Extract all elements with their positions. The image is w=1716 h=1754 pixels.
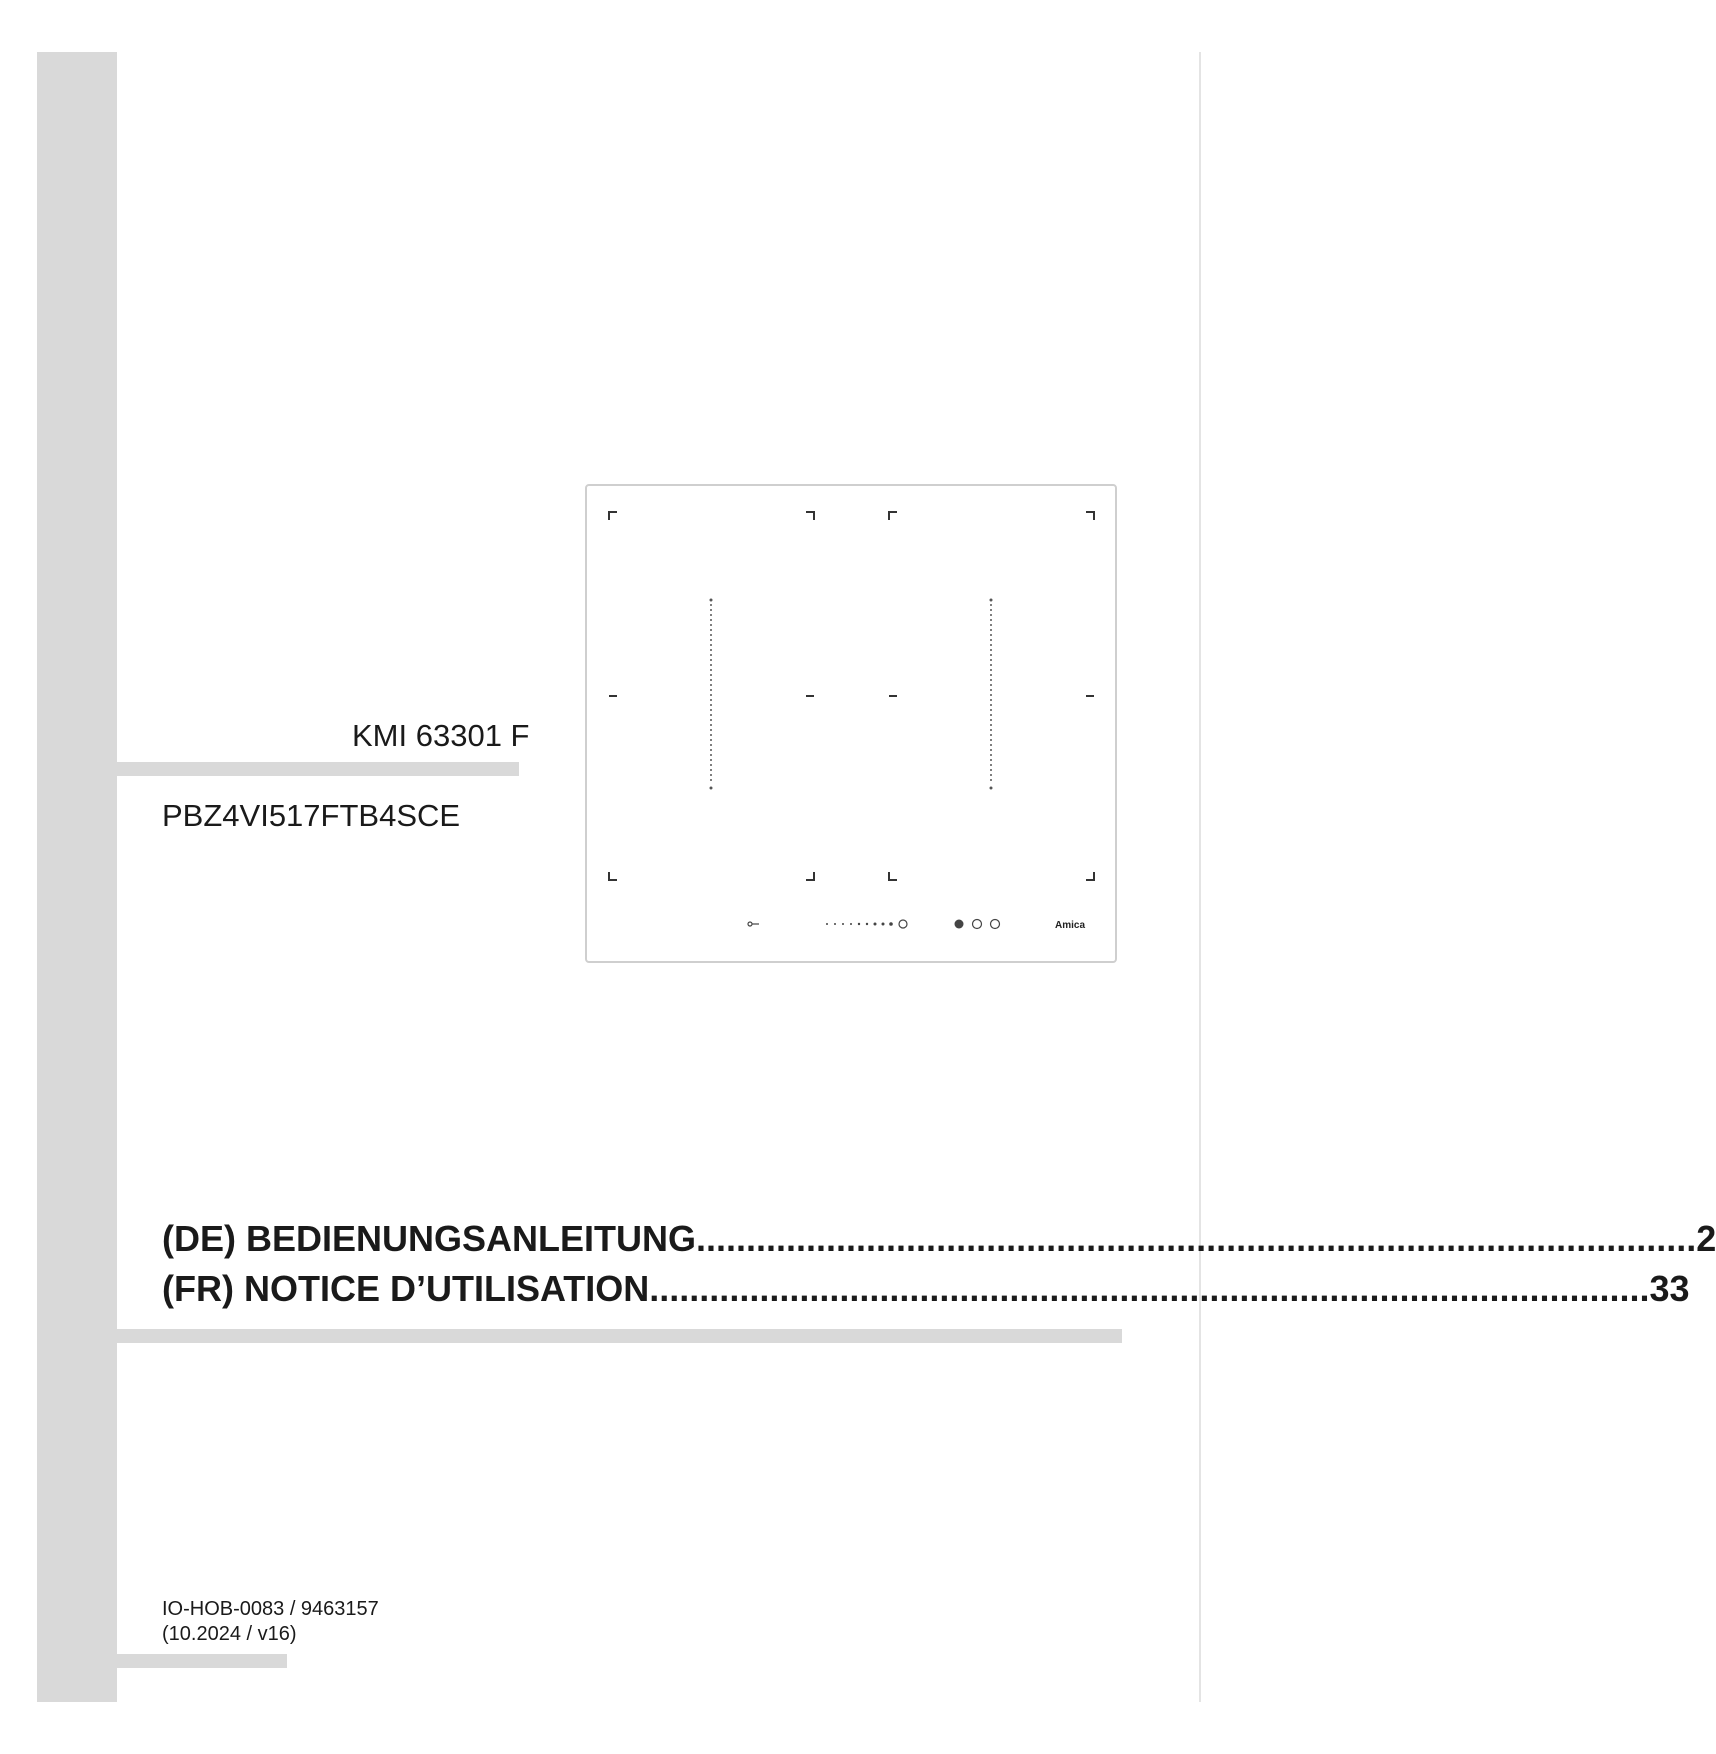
hob-drawing xyxy=(587,486,1115,961)
footer-divider-bar xyxy=(117,1654,287,1668)
corner-mark-icon xyxy=(1086,512,1094,520)
corner-mark-icon xyxy=(889,872,897,880)
corner-mark-icon xyxy=(889,512,897,520)
power-icon xyxy=(955,920,964,929)
toc-leader-dots: .................................................................................................... xyxy=(649,1268,1650,1309)
corner-mark-icon xyxy=(1086,872,1094,880)
corner-mark-icon xyxy=(609,872,617,880)
slider-dots-icon xyxy=(826,922,893,926)
toc-page-number: 2 xyxy=(1696,1218,1716,1259)
hob-brand-logo: Amica xyxy=(1055,920,1086,931)
right-edge-rule xyxy=(1199,52,1201,1702)
model-primary: KMI 63301 F xyxy=(352,718,530,753)
pause-icon xyxy=(973,920,982,929)
corner-mark-icon xyxy=(609,512,617,520)
timer-icon xyxy=(991,920,1000,929)
toc-page-number: 33 xyxy=(1649,1268,1690,1309)
model-secondary: PBZ4VI517FTB4SCE xyxy=(162,798,461,833)
toc-entry-de[interactable] xyxy=(162,1218,1716,1260)
document-version: (10.2024 / v16) xyxy=(162,1623,297,1645)
toc-divider-bar xyxy=(117,1329,1122,1343)
control-panel xyxy=(748,920,1085,932)
toc-leader-dots: .................................................................................................... xyxy=(696,1218,1697,1259)
toc-label: (FR) NOTICE D’UTILISATION xyxy=(162,1268,650,1309)
toc-entry-fr[interactable] xyxy=(162,1268,1690,1310)
lock-key-icon xyxy=(748,922,759,926)
toc-label: (DE) BEDIENUNGSANLEITUNG xyxy=(162,1218,697,1259)
model-divider-bar xyxy=(117,762,519,776)
sidebar-band xyxy=(37,52,117,1702)
timer-icon xyxy=(899,920,907,928)
hob-illustration xyxy=(585,484,1117,963)
corner-mark-icon xyxy=(806,872,814,880)
corner-mark-icon xyxy=(806,512,814,520)
document-code: IO-HOB-0083 / 9463157 xyxy=(162,1598,379,1620)
